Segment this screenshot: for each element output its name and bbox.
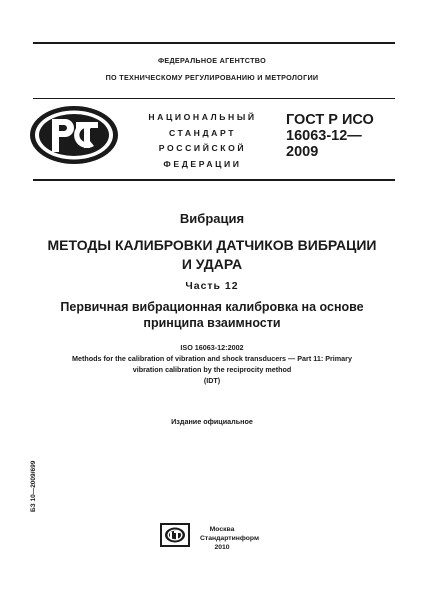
designation-rule <box>33 179 395 181</box>
part-number: Часть 12 <box>185 280 239 292</box>
top-rule-thick <box>33 42 395 44</box>
iso-idt: (IDT) <box>203 376 221 385</box>
agency-line-1: ФЕДЕРАЛЬНОЕ АГЕНТСТВО <box>157 56 266 65</box>
designation-line-3: 2009 <box>286 144 319 160</box>
standard-label-line-4: ФЕДЕРАЦИИ <box>163 158 242 169</box>
designation-line-1: ГОСТ Р ИСО <box>286 112 374 128</box>
agency-line-2: ПО ТЕХНИЧЕСКОМУ РЕГУЛИРОВАНИЮ И МЕТРОЛОГИИ <box>105 73 319 82</box>
designation-line-2: 16063-12— <box>286 128 362 144</box>
iso-code: ISO 16063-12:2002 <box>180 343 244 352</box>
publisher-name: Стандартинформ <box>200 535 259 542</box>
agency-rule <box>33 98 395 99</box>
publisher-city: Москва <box>209 526 235 533</box>
document-heading-line-2: И УДАРА <box>181 256 243 272</box>
standard-label-line-3: РОССИЙСКОЙ <box>158 143 247 153</box>
document-title: Вибрация <box>179 211 245 226</box>
publisher-block <box>200 525 259 552</box>
publisher-year: 2010 <box>214 544 230 551</box>
iso-title-line-2: vibration calibration by the reciprocity method <box>132 365 292 374</box>
standard-designation <box>286 112 374 160</box>
standard-label-line-1: НАЦИОНАЛЬНЫЙ <box>148 112 257 122</box>
iso-title-line-1: Methods for the calibration of vibration and shock transducers — Part 11: Primary <box>72 354 352 363</box>
subtitle-line-1: Первичная вибрационная калибровка на основе <box>60 300 364 314</box>
standard-label-line-2: СТАНДАРТ <box>168 127 237 138</box>
rst-logo-icon <box>28 104 120 166</box>
standard-label <box>140 110 265 172</box>
document-heading-line-1: МЕТОДЫ КАЛИБРОВКИ ДАТЧИКОВ ВИБРАЦИИ <box>47 237 377 253</box>
subtitle-line-2: принципа взаимности <box>143 316 281 330</box>
standartinform-logo-icon <box>160 523 190 547</box>
side-code: БЗ 10—2009/699 <box>30 460 37 512</box>
edition-label: Издание официальное <box>171 417 253 426</box>
